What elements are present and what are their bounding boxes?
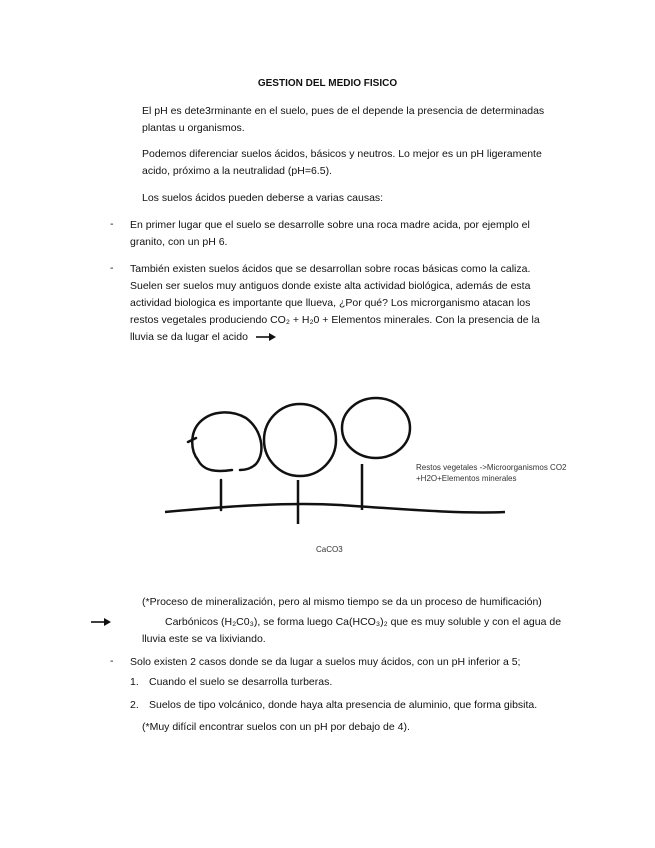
ground-line [165, 504, 505, 512]
text-line: Los suelos ácidos pueden deberse a varias causas: [142, 192, 384, 204]
page-title: GESTION DEL MEDIO FISICO [257, 78, 398, 89]
text-line: restos vegetales produciendo CO₂ + H₂0 + Elementos minerales. Con la presencia de la [130, 314, 540, 326]
text-line: plantas u organismos. [142, 122, 245, 134]
note-mineralization: (*Proceso de mineralización, pero al mismo tiempo se da un proceso de humificación) [142, 596, 542, 608]
text-line: Restos vegetales ->Microorganismos CO2 [416, 463, 567, 472]
text-line: En primer lugar que el suelo se desarrolle sobre una roca madre acida, por ejemplo el [130, 219, 530, 231]
text-line: Suelen ser suelos muy antiguos donde existe alta actividad biológica, además de esta [130, 280, 531, 292]
tree-right [342, 398, 410, 510]
list-number: 2. [130, 699, 139, 711]
text-line: También existen suelos ácidos que se desarrollan sobre rocas básicas como la caliza. [130, 263, 531, 275]
note-carbonics-line1: Carbónicos (H₂C0₃), se forma luego Ca(HCO₃)₂ que es muy soluble y con el agua de [165, 616, 562, 628]
final-note: (*Muy difícil encontrar suelos con un pH por debajo de 4). [142, 721, 410, 733]
bullet-two-cases: Solo existen 2 casos donde se da lugar a suelos muy ácidos, con un pH inferior a 5; [130, 656, 521, 668]
text-line: actividad biologica es importante que llueva, ¿Por qué? Los microrganismo atacan los [130, 297, 531, 309]
figure-caption: CaCO3 [316, 545, 343, 554]
list-item-turberas: Cuando el suelo se desarrolla turberas. [149, 676, 333, 688]
text-line: acido, próximo a la neutralidad (pH=6.5). [142, 165, 332, 177]
figure-label [416, 462, 567, 484]
text-line: Podemos diferenciar suelos ácidos, básicos y neutros. Lo mejor es un pH ligeramente [142, 148, 542, 160]
note-carbonics-line2: lluvia este se va lixiviando. [142, 633, 266, 645]
tree-left [188, 412, 261, 510]
bullet-marker: - [110, 655, 114, 667]
list-number: 1. [130, 676, 139, 688]
text-line-content: lluvia se da lugar el acido [130, 331, 248, 343]
bullet-marker: - [110, 218, 114, 230]
list-item-volcanic: Suelos de tipo volcánico, donde haya alta presencia de aluminio, que forma gibsita. [149, 699, 538, 711]
text-line: granito, con un pH 6. [130, 236, 228, 248]
bullet-marker: - [110, 262, 114, 274]
text-line: El pH es dete3rminante en el suelo, pues de el depende la presencia de determinadas [142, 105, 545, 117]
tree-middle [264, 404, 336, 524]
arrow-right-icon [90, 617, 112, 627]
text-line: +H2O+Elementos minerales [416, 474, 517, 483]
